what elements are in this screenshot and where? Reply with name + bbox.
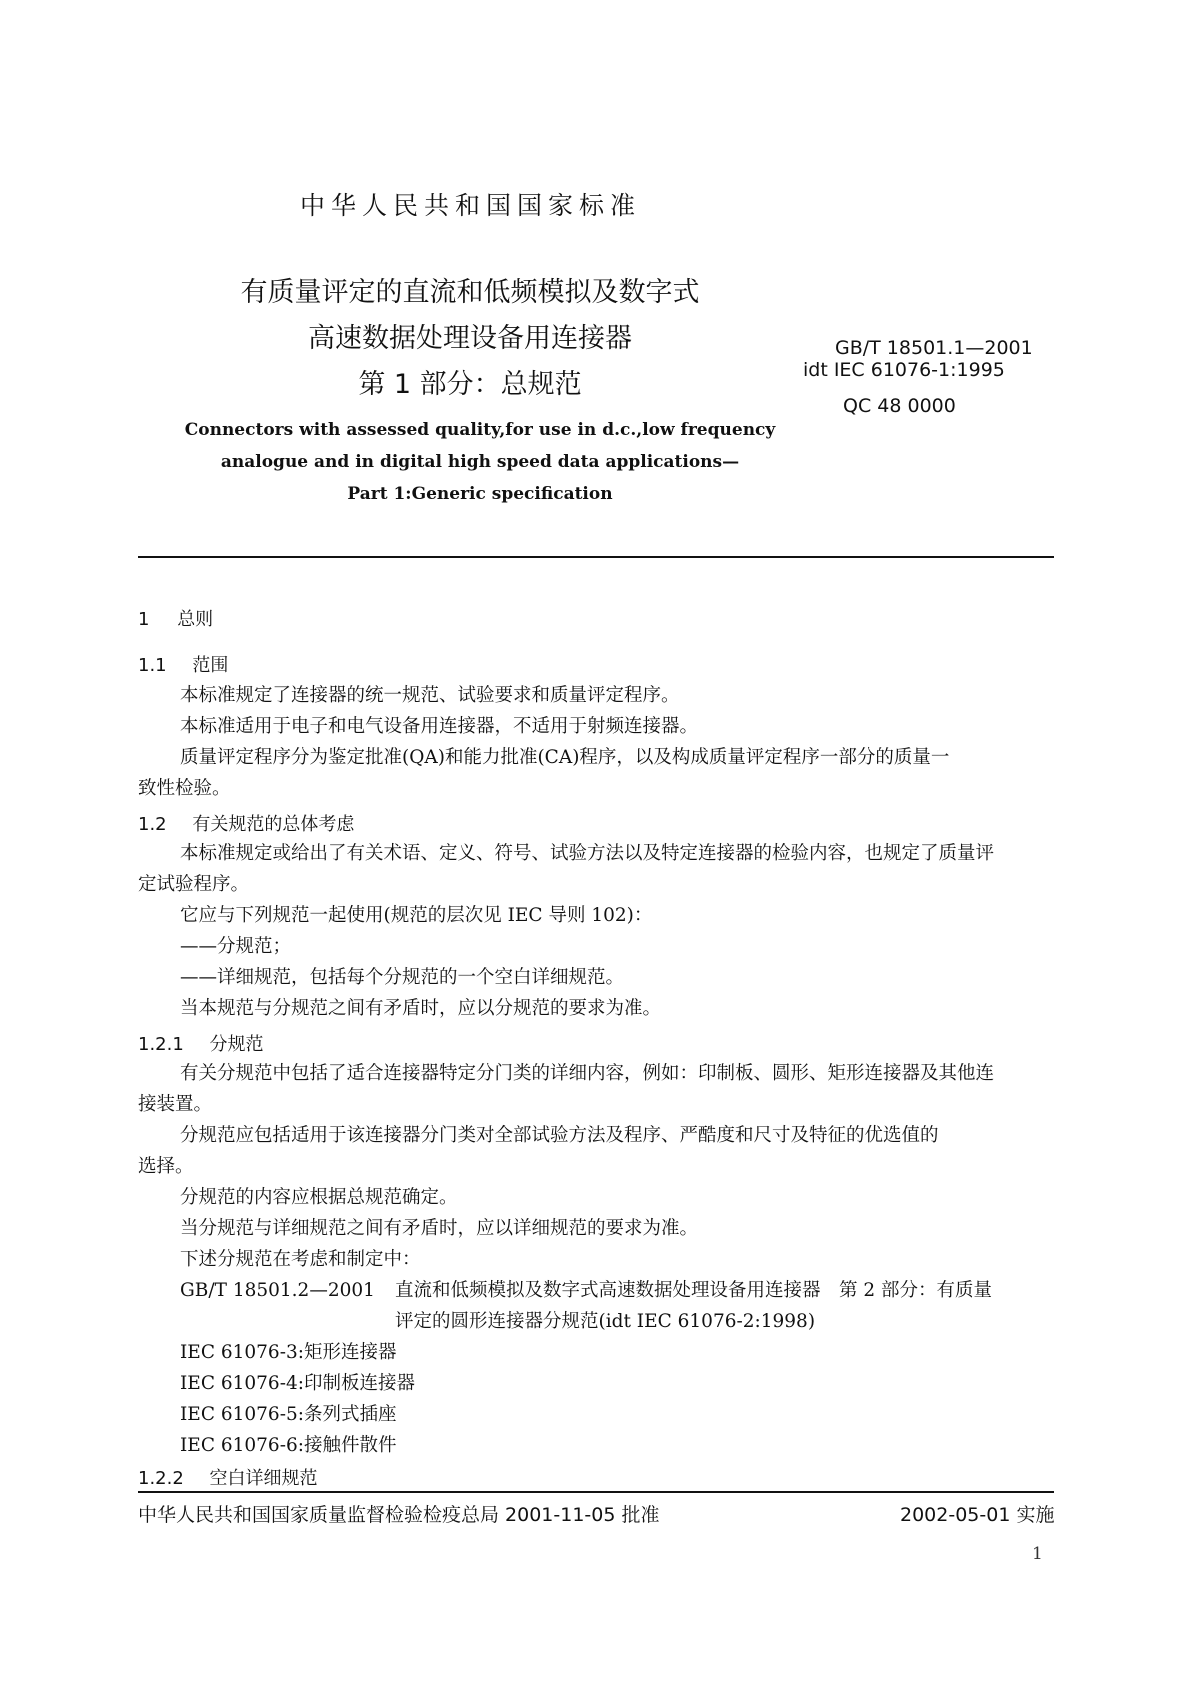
paragraph-continuation: 接装置。 xyxy=(138,1094,213,1115)
paragraph: 分规范应包括适用于该连接器分门类对全部试验方法及程序、严酷度和尺寸及特征的优选值的 xyxy=(180,1125,939,1146)
reference-title-continuation: 评定的圆形连接器分规范(idt IEC 61076-2:1998) xyxy=(395,1311,816,1332)
footer-divider xyxy=(138,1491,1054,1493)
implementation-date: 2002-05-01 实施 xyxy=(900,1504,1055,1526)
section-title: 总则 xyxy=(177,609,214,630)
section-1-heading xyxy=(138,605,213,631)
section-title: 分规范 xyxy=(209,1034,264,1055)
paragraph: 下述分规范在考虑和制定中： xyxy=(180,1249,421,1270)
section-number: 1.2 xyxy=(138,814,167,835)
section-number: 1.2.1 xyxy=(138,1034,184,1055)
section-title: 有关规范的总体考虑 xyxy=(192,814,355,835)
section-1-2-2-heading xyxy=(138,1464,318,1490)
list-item: ——详细规范，包括每个分规范的一个空白详细规范。 xyxy=(180,967,625,988)
paragraph: 本标准适用于电子和电气设备用连接器，不适用于射频连接器。 xyxy=(180,716,699,737)
reference-item: IEC 61076-3:矩形连接器 xyxy=(180,1342,397,1363)
paragraph: 它应与下列规范一起使用(规范的层次见 IEC 导则 102)： xyxy=(180,905,653,926)
section-1-1-heading xyxy=(138,651,228,677)
section-title: 空白详细规范 xyxy=(209,1468,318,1489)
paragraph: 有关分规范中包括了适合连接器特定分门类的详细内容，例如：印制板、圆形、矩形连接器及其他连 xyxy=(180,1063,995,1084)
page-number: 1 xyxy=(1032,1544,1043,1564)
approval-statement: 中华人民共和国国家质量监督检验检疫总局 2001-11-05 批准 xyxy=(138,1504,660,1526)
paragraph: 分规范的内容应根据总规范确定。 xyxy=(180,1187,458,1208)
section-number: 1 xyxy=(138,609,150,630)
section-1-2-1-heading xyxy=(138,1030,264,1056)
reference-title: 直流和低频模拟及数字式高速数据处理设备用连接器 第 2 部分：有质量 xyxy=(395,1280,993,1301)
title-en-line-2: analogue and in digital high speed data applications— xyxy=(220,452,740,472)
reference-code: GB/T 18501.2—2001 xyxy=(180,1280,375,1301)
paragraph-continuation: 致性检验。 xyxy=(138,778,231,799)
paragraph: 本标准规定或给出了有关术语、定义、符号、试验方法以及特定连接器的检验内容，也规定了质量评 xyxy=(180,843,995,864)
standard-code: GB/T 18501.1—2001 xyxy=(835,337,1033,359)
header-divider xyxy=(138,556,1054,558)
reference-item: IEC 61076-5:条列式插座 xyxy=(180,1404,397,1425)
title-cn-line-3: 第 1 部分：总规范 xyxy=(358,369,582,400)
qc-code: QC 48 0000 xyxy=(843,395,956,417)
reference-item: IEC 61076-4:印制板连接器 xyxy=(180,1373,415,1394)
idt-code: idt IEC 61076-1:1995 xyxy=(803,359,1005,381)
paragraph-continuation: 定试验程序。 xyxy=(138,874,250,895)
reference-item: IEC 61076-6:接触件散件 xyxy=(180,1435,397,1456)
national-standard-label: 中华人民共和国国家标准 xyxy=(300,191,642,220)
paragraph: 当本规范与分规范之间有矛盾时，应以分规范的要求为准。 xyxy=(180,998,662,1019)
section-1-2-heading xyxy=(138,810,354,836)
paragraph: 本标准规定了连接器的统一规范、试验要求和质量评定程序。 xyxy=(180,685,680,706)
title-en-line-1: Connectors with assessed quality,for use in d.c.,low frequency xyxy=(184,420,776,440)
section-number: 1.1 xyxy=(138,655,167,676)
paragraph-continuation: 选择。 xyxy=(138,1156,194,1177)
list-item: ——分规范； xyxy=(180,936,292,957)
title-en-line-3: Part 1:Generic specification xyxy=(347,484,613,504)
section-title: 范围 xyxy=(192,655,229,676)
title-cn-line-2: 高速数据处理设备用连接器 xyxy=(308,323,632,354)
section-number: 1.2.2 xyxy=(138,1468,184,1489)
title-cn-line-1: 有质量评定的直流和低频模拟及数字式 xyxy=(240,277,700,308)
paragraph: 质量评定程序分为鉴定批准(QA)和能力批准(CA)程序，以及构成质量评定程序一部分的质量一 xyxy=(180,747,950,768)
paragraph: 当分规范与详细规范之间有矛盾时，应以详细规范的要求为准。 xyxy=(180,1218,699,1239)
